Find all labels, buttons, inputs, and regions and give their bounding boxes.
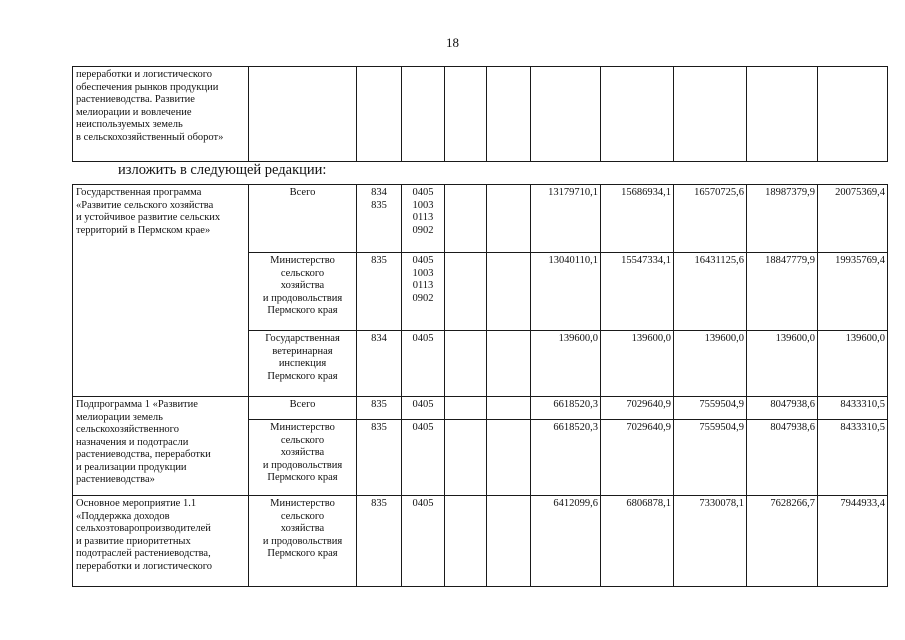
grbs-cell: 835 — [357, 496, 402, 587]
table-row — [73, 496, 888, 587]
edit-caption: изложить в следующей редакции: — [118, 162, 327, 178]
rz-pr-cell: 0405 — [402, 420, 445, 496]
value-cell: 8433310,5 — [818, 397, 888, 420]
value-cell: 8047938,6 — [747, 420, 818, 496]
grbs-cell: 834 835 — [357, 185, 402, 253]
value-cell: 7330078,1 — [674, 496, 747, 587]
value-cell: 139600,0 — [531, 331, 601, 397]
value-cell: 6618520,3 — [531, 420, 601, 496]
value-cell: 7029640,9 — [601, 397, 674, 420]
grbs-cell: 835 — [357, 253, 402, 331]
value-cell: 8433310,5 — [818, 420, 888, 496]
value-cell: 18987379,9 — [747, 185, 818, 253]
value-cell: 16570725,6 — [674, 185, 747, 253]
rz-pr-cell: 0405 — [402, 397, 445, 420]
table-row — [73, 185, 888, 253]
grbs-cell: 835 — [357, 420, 402, 496]
value-cell: 15686934,1 — [601, 185, 674, 253]
value-cell: 20075369,4 — [818, 185, 888, 253]
rz-pr-cell: 0405 1003 0113 0902 — [402, 185, 445, 253]
executor-cell: Министерство сельского хозяйства и продовольствия Пермского края — [249, 496, 357, 587]
value-cell: 7559504,9 — [674, 420, 747, 496]
executor-cell: Всего — [249, 397, 357, 420]
value-cell: 139600,0 — [818, 331, 888, 397]
value-cell: 6412099,6 — [531, 496, 601, 587]
executor-cell: Всего — [249, 185, 357, 253]
value-cell: 7628266,7 — [747, 496, 818, 587]
executor-cell: Министерство сельского хозяйства и продовольствия Пермского края — [249, 420, 357, 496]
previous-row-fragment — [72, 66, 888, 162]
value-cell: 6618520,3 — [531, 397, 601, 420]
rz-pr-cell: 0405 1003 0113 0902 — [402, 253, 445, 331]
value-cell: 139600,0 — [674, 331, 747, 397]
value-cell: 16431125,6 — [674, 253, 747, 331]
value-cell: 15547334,1 — [601, 253, 674, 331]
value-cell: 139600,0 — [747, 331, 818, 397]
value-cell: 139600,0 — [601, 331, 674, 397]
program-name-cell: Подпрограмма 1 «Развитие мелиорации земель сельскохозяйственного назначения и подотрасли растениеводства, переработки и реализации продукции растениеводства» — [73, 397, 249, 496]
value-cell: 19935769,4 — [818, 253, 888, 331]
value-cell: 8047938,6 — [747, 397, 818, 420]
program-name-cell: Государственная программа «Развитие сельского хозяйства и устойчивое развитие сельских территорий в Пермском крае» — [73, 185, 249, 397]
rz-pr-cell: 0405 — [402, 331, 445, 397]
value-cell: 13040110,1 — [531, 253, 601, 331]
financing-table — [72, 184, 888, 587]
table-row — [73, 67, 888, 162]
value-cell: 6806878,1 — [601, 496, 674, 587]
value-cell: 7029640,9 — [601, 420, 674, 496]
grbs-cell: 834 — [357, 331, 402, 397]
grbs-cell: 835 — [357, 397, 402, 420]
rz-pr-cell: 0405 — [402, 496, 445, 587]
table-row — [73, 397, 888, 420]
value-cell: 7559504,9 — [674, 397, 747, 420]
page-number: 18 — [446, 35, 459, 50]
program-name-cell: Основное мероприятие 1.1 «Поддержка доходов сельхозтоваропроизводителей и развитие приоритетных подотраслей растениеводства, переработки и логистического — [73, 496, 249, 587]
value-cell: 18847779,9 — [747, 253, 818, 331]
executor-cell: Министерство сельского хозяйства и продовольствия Пермского края — [249, 253, 357, 331]
program-name-cell: переработки и логистического обеспечения рынков продукции растениеводства. Развитие мелиорации и вовлечение неиспользуемых земель в сельскохозяйственный оборот» — [73, 67, 249, 162]
executor-cell: Государственная ветеринарная инспекция Пермского края — [249, 331, 357, 397]
value-cell: 13179710,1 — [531, 185, 601, 253]
value-cell: 7944933,4 — [818, 496, 888, 587]
